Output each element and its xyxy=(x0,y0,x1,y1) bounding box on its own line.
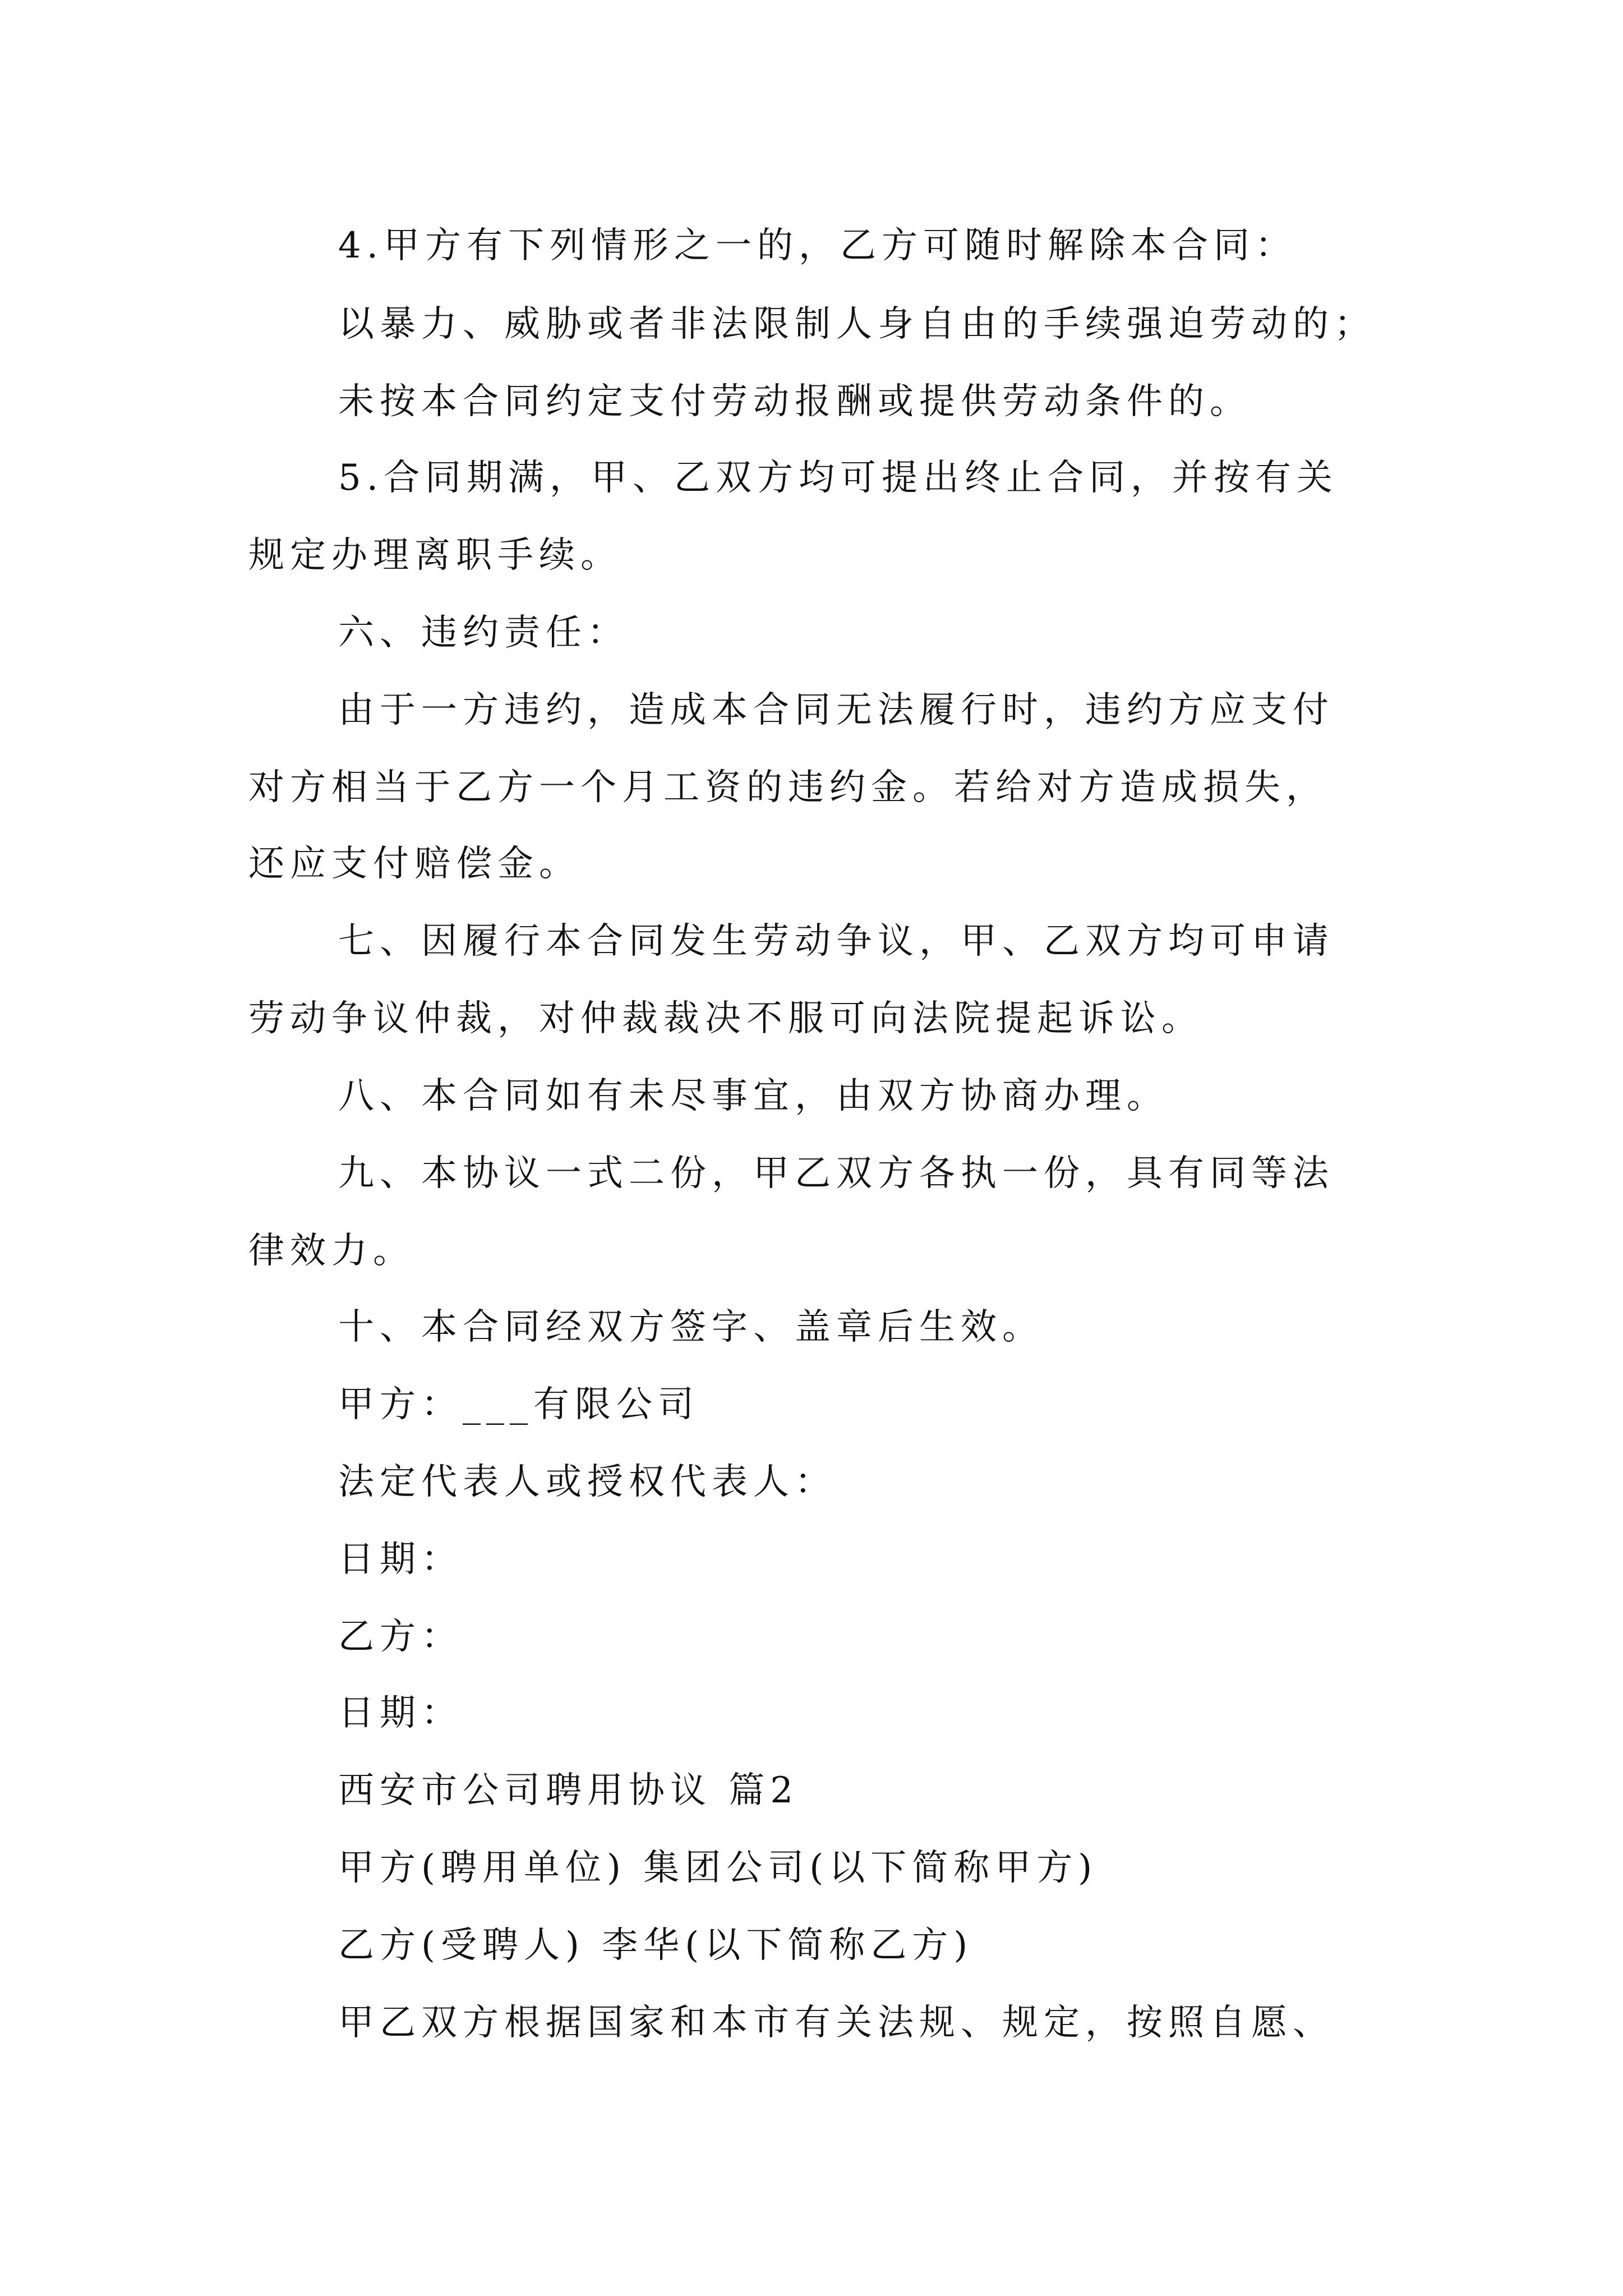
second-agreement-title: 西安市公司聘用协议 篇2 xyxy=(338,1770,799,1811)
legal-representative-line: 法定代表人或授权代表人： xyxy=(338,1461,836,1503)
section-6-heading: 六、违约责任： xyxy=(338,612,629,654)
clause-5-text: 5.合同期满，甲、乙双方均可提出终止合同，并按有关 xyxy=(338,457,1339,499)
section-8-text: 八、本合同如有未尽事宜，由双方协商办理。 xyxy=(338,1075,1168,1117)
section-6-continuation-1: 对方相当于乙方一个月工资的违约金。若给对方造成损失， xyxy=(248,767,1327,808)
party-b-date-line: 日期： xyxy=(338,1692,463,1734)
section-9-text: 九、本协议一式二份，甲乙双方各执一份，具有同等法 xyxy=(338,1153,1334,1194)
clause-5-continuation: 规定办理离职手续。 xyxy=(248,535,622,576)
clause-4-item-1: 以暴力、威胁或者非法限制人身自由的手续强迫劳动的； xyxy=(338,303,1376,345)
party-a-signature-line: 甲方：___有限公司 xyxy=(338,1384,699,1425)
section-7-continuation: 劳动争议仲裁，对仲裁裁决不服可向法院提起诉讼。 xyxy=(248,998,1203,1039)
section-9-continuation: 律效力。 xyxy=(248,1230,414,1272)
section-10-text: 十、本合同经双方签字、盖章后生效。 xyxy=(338,1306,1044,1348)
section-6-text: 由于一方违约，造成本合同无法履行时，违约方应支付 xyxy=(338,689,1334,731)
party-a-date-line: 日期： xyxy=(338,1539,463,1580)
section-7-text: 七、因履行本合同发生劳动争议，甲、乙双方均可申请 xyxy=(338,921,1334,962)
agreement-preamble: 甲乙双方根据国家和本市有关法规、规定，按照自愿、 xyxy=(338,2002,1334,2044)
clause-4-text: 4.甲方有下列情形之一的，乙方可随时解除本合同： xyxy=(338,225,1297,266)
party-b-definition: 乙方(受聘人) 李华(以下简称乙方) xyxy=(338,1925,974,1966)
party-a-definition: 甲方(聘用单位) 集团公司(以下简称甲方) xyxy=(338,1847,1098,1889)
clause-4-item-2: 未按本合同约定支付劳动报酬或提供劳动条件的。 xyxy=(338,381,1251,422)
section-6-continuation-2: 还应支付赔偿金。 xyxy=(248,843,580,885)
party-b-signature-line: 乙方： xyxy=(338,1616,463,1658)
